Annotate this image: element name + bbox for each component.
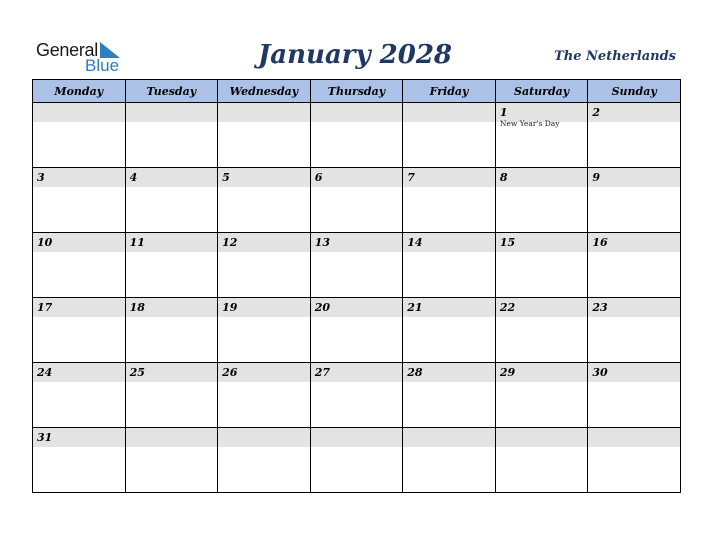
day-cell [588,103,681,168]
day-number [403,428,495,447]
day-cell [310,168,403,233]
day-cell [588,298,681,363]
day-cell [218,168,311,233]
weekday-tuesday: Tuesday [125,80,218,103]
day-cell [403,298,496,363]
day-number: 12 [218,233,310,252]
day-number: 19 [218,298,310,317]
day-cell [310,298,403,363]
day-number [126,103,218,122]
day-cell [218,298,311,363]
day-cell [125,233,218,298]
day-cell [310,103,403,168]
day-cell [403,428,496,493]
day-number: 10 [33,233,125,252]
week-row [33,233,681,298]
week-row [33,168,681,233]
day-number: 24 [33,363,125,382]
day-cell [125,428,218,493]
generalblue-logo [36,40,136,74]
day-cell [588,363,681,428]
day-cell [403,363,496,428]
week-row [33,363,681,428]
logo-general-text: General [36,40,98,60]
day-number: 11 [126,233,218,252]
day-number: 13 [311,233,403,252]
day-cell [33,363,126,428]
day-cell [33,298,126,363]
day-cell [495,168,588,233]
day-number: 1 [496,103,588,122]
day-number: 15 [496,233,588,252]
day-cell [403,233,496,298]
weekday-thursday: Thursday [310,80,403,103]
weekday-friday: Friday [403,80,496,103]
day-number [218,428,310,447]
day-cell [495,363,588,428]
day-cell [310,363,403,428]
week-row [33,428,681,493]
day-number: 25 [126,363,218,382]
day-cell [588,168,681,233]
day-cell [310,233,403,298]
day-number: 4 [126,168,218,187]
day-cell [588,428,681,493]
day-cell [218,103,311,168]
day-cell [33,428,126,493]
day-cell [403,168,496,233]
weekday-sunday: Sunday [588,80,681,103]
day-cell [588,233,681,298]
day-number: 22 [496,298,588,317]
day-cell [33,168,126,233]
day-number [496,428,588,447]
weekday-monday: Monday [33,80,126,103]
day-number: 27 [311,363,403,382]
day-number: 2 [588,103,680,122]
day-number: 6 [311,168,403,187]
day-cell [310,428,403,493]
holiday-label: New Year's Day [499,119,560,128]
day-number [311,428,403,447]
day-cell [125,298,218,363]
day-number: 9 [588,168,680,187]
day-cell [218,428,311,493]
day-number: 17 [33,298,125,317]
day-number [311,103,403,122]
day-number [403,103,495,122]
day-number: 31 [33,428,125,447]
weekday-saturday: Saturday [495,80,588,103]
day-cell [495,233,588,298]
day-number: 26 [218,363,310,382]
day-cell [125,168,218,233]
day-number: 18 [126,298,218,317]
day-number [218,103,310,122]
day-number: 23 [588,298,680,317]
day-number: 29 [496,363,588,382]
weekday-wednesday: Wednesday [218,80,311,103]
day-cell [495,428,588,493]
day-number: 28 [403,363,495,382]
day-number [126,428,218,447]
day-number: 16 [588,233,680,252]
week-row [33,103,681,168]
day-cell [218,363,311,428]
day-number: 5 [218,168,310,187]
day-number: 20 [311,298,403,317]
day-cell [495,298,588,363]
week-row [33,298,681,363]
day-number: 21 [403,298,495,317]
day-number [588,428,680,447]
day-number: 7 [403,168,495,187]
day-number [33,103,125,122]
day-number: 14 [403,233,495,252]
day-number: 3 [33,168,125,187]
calendar-grid [32,79,681,493]
day-cell [33,103,126,168]
day-cell [403,103,496,168]
calendar-title: January 2028 [257,40,453,70]
day-number: 30 [588,363,680,382]
weekday-header-row [33,80,681,103]
day-cell [125,363,218,428]
day-cell [495,103,588,168]
day-cell [33,233,126,298]
country-label: The Netherlands [554,49,676,64]
day-cell [218,233,311,298]
logo-blue-text: Blue [85,56,120,75]
day-number: 8 [496,168,588,187]
day-cell [125,103,218,168]
